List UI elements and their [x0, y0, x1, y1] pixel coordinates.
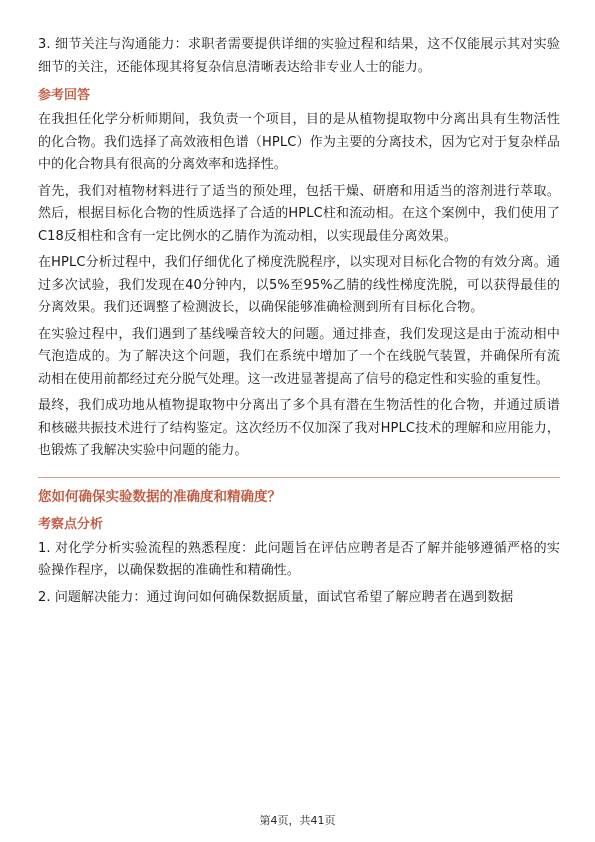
page-content [38, 34, 560, 613]
answer-label: 参考回答 [38, 88, 91, 103]
answer-paragraph-4: 在实验过程中，我们遇到了基线噪音较大的问题。通过排查，我们发现这是由于流动相中气泡造成的。为了解决这个问题，我们在系统中增加了一个在线脱气装置，并确保所有流动相在使用前都经过充分脱气处理。这一改进显著提高了信号的稳定性和实验的重复性。 [38, 326, 560, 387]
next-analysis-point-1: 1. 对化学分析实验流程的熟悉程度：此问题旨在评估应聘者是否了解并能够遵循严格的实验操作程序，以确保数据的准确性和精确性。 [38, 540, 560, 578]
analysis-label: 考察点分析 [38, 516, 104, 532]
answer-paragraph-3: 在HPLC分析过程中，我们仔细优化了梯度洗脱程序，以实现对目标化合物的有效分离。通过多次试验，我们发现在40分钟内，以5%至95%乙腈的线性梯度洗脱，可以获得最佳的分离效果。我们还调整了检测波长，以确保能够准确检测到所有目标化合物。 [38, 255, 560, 315]
next-analysis-point-2: 2. 问题解决能力：通过询问如何确保数据质量，面试官希望了解应聘者在遇到数据 [38, 589, 514, 605]
analysis-point-3: 3. 细节关注与沟通能力：求职者需要提供详细的实验过程和结果，这不仅能展示其对实验细节的关注，还能体现其将复杂信息清晰表达给非专业人士的能力。 [38, 37, 560, 75]
answer-paragraph-2: 首先，我们对植物材料进行了适当的预处理，包括干燥、研磨和用适当的溶剂进行萃取。然后，根据目标化合物的性质选择了合适的HPLC柱和流动相。在这个案例中，我们使用了C18反相柱和含有一定比例水的乙腈作为流动相，以实现最佳分离效果。 [38, 183, 560, 244]
section-divider [38, 477, 560, 478]
page-footer: 第4页，共41页 [259, 814, 336, 827]
answer-paragraph-5: 最终，我们成功地从植物提取物中分离出了多个具有潜在生物活性的化合物，并通过质谱和核磁共振技术进行了结构鉴定。这次经历不仅加深了我对HPLC技术的理解和应用能力，也锻炼了我解决实验中问题的能力。 [38, 398, 560, 458]
question-title: 您如何确保实验数据的准确度和精确度？ [38, 488, 281, 505]
answer-paragraph-1: 在我担任化学分析师期间，我负责一个项目，目的是从植物提取物中分离出具有生物活性的化合物。我们选择了高效液相色谱（HPLC）作为主要的分离技术，因为它对于复杂样品中的化合物具有很高的分离效率和选择性。 [38, 112, 560, 172]
